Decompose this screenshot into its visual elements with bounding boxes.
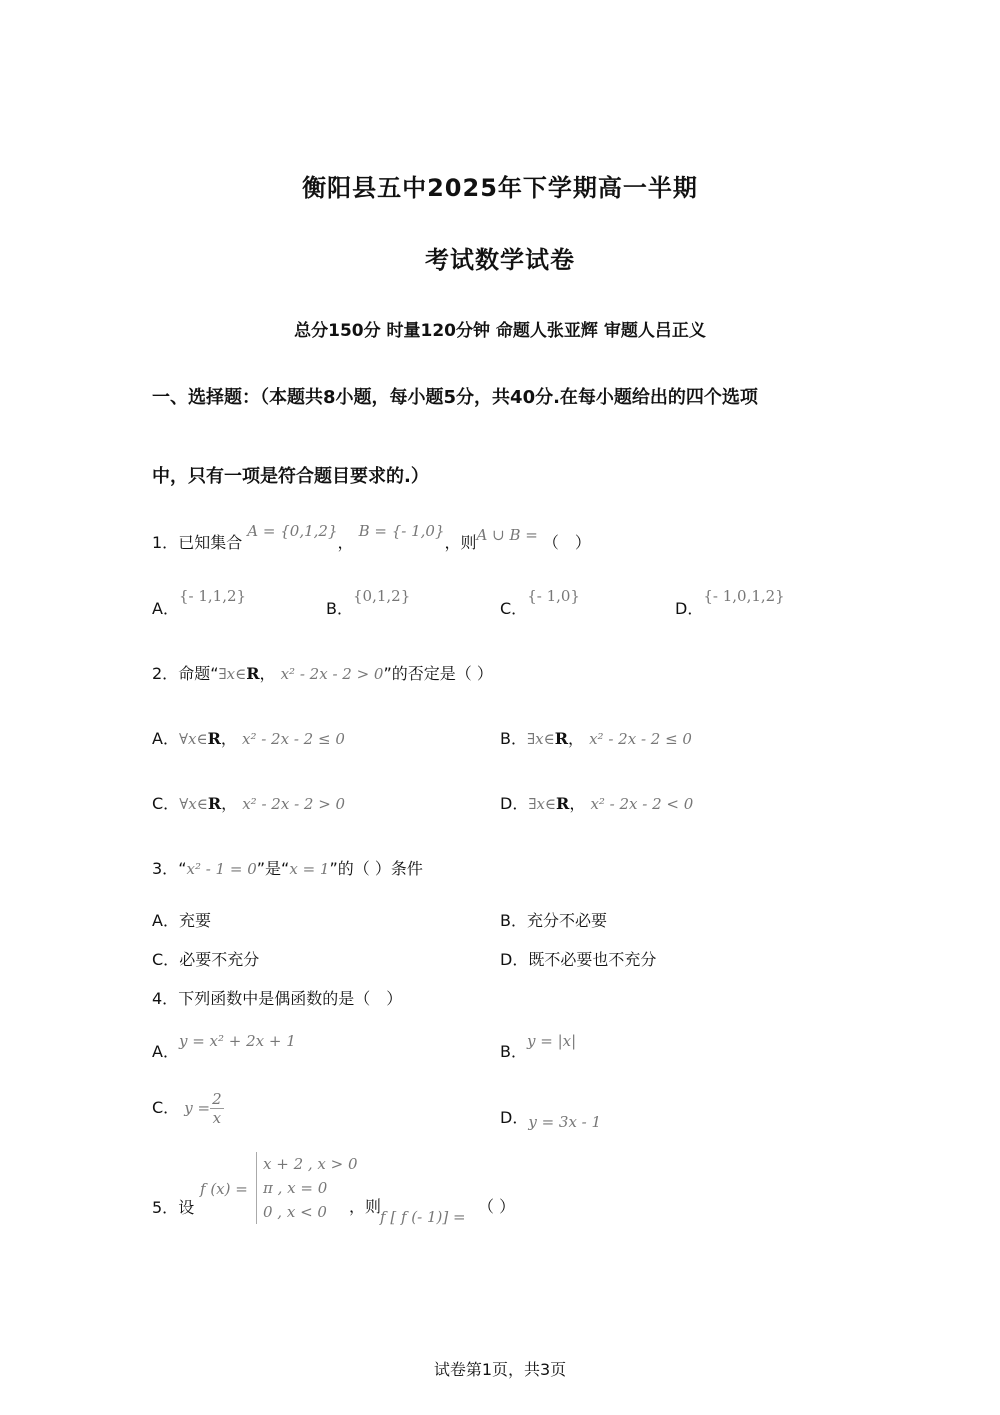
q1-set-b: B = {- 1,0}	[358, 522, 445, 540]
q2-real-set: R	[246, 664, 260, 683]
q5-case-2: π , x = 0	[263, 1179, 328, 1197]
q2-option-a-comma: ，	[220, 729, 237, 748]
question-3	[152, 856, 423, 879]
q2-option-d-expr: x² - 2x - 2 < 0	[590, 795, 694, 813]
q5-piecewise-cases	[256, 1152, 358, 1224]
q1-option-a[interactable]	[152, 587, 247, 619]
q3-text-2: ”是“	[256, 859, 290, 878]
q2-option-c-label: C．	[152, 794, 180, 813]
q1-option-d-math: {- 1,0,1,2}	[703, 587, 785, 605]
q1-option-c[interactable]	[500, 587, 580, 619]
q3-number: 3．	[152, 859, 179, 878]
q3-text-3: ”的（ ）条件	[329, 859, 423, 878]
q1-option-a-label: A．	[152, 599, 179, 618]
q4-option-a-label: A．	[152, 1042, 179, 1061]
q4-option-d[interactable]	[500, 1105, 602, 1131]
q2-option-a-r: R	[207, 729, 221, 748]
q3-option-a-label: A．	[152, 911, 179, 930]
q3-option-d[interactable]	[500, 947, 656, 970]
q2-option-d-label: D．	[500, 794, 529, 813]
q2-option-d-r: R	[556, 794, 570, 813]
question-1	[152, 522, 591, 553]
q2-option-b[interactable]	[500, 726, 692, 749]
q5-expression: f [ f (- 1)] =	[380, 1208, 466, 1226]
q1-option-d-label: D．	[675, 599, 704, 618]
q4-option-c[interactable]	[152, 1090, 224, 1127]
q1-option-b-math: {0,1,2}	[352, 587, 411, 605]
q4-option-c-numerator: 2	[212, 1090, 222, 1108]
q1-text-1: 已知集合	[178, 533, 243, 552]
q5-number: 5．	[152, 1198, 179, 1217]
q2-expression: x² - 2x - 2 > 0	[280, 665, 384, 683]
question-4	[152, 986, 402, 1009]
q2-option-b-comma: ，	[567, 729, 584, 748]
q2-option-b-quant: ∃x∈	[526, 730, 555, 748]
q4-option-c-denominator: x	[212, 1109, 222, 1127]
q5-paren: （ ）	[478, 1197, 516, 1216]
q3-expression-1: x² - 1 = 0	[186, 860, 257, 878]
q4-option-c-label: C．	[152, 1098, 180, 1117]
q5-text-2: ，则	[349, 1197, 382, 1216]
q2-option-d-comma: ，	[569, 794, 586, 813]
page-footer: 试卷第1页，共3页	[433, 1360, 567, 1379]
q4-text: 下列函数中是偶函数的是（ ）	[178, 989, 403, 1008]
q2-option-c-r: R	[207, 794, 222, 813]
q1-union: A ∪ B =	[476, 526, 538, 544]
q2-number: 2．	[152, 664, 179, 683]
q3-option-b-label: B．	[500, 911, 527, 930]
q1-paren: （ ）	[542, 533, 591, 552]
q4-option-c-lhs: y =	[184, 1099, 211, 1117]
exam-title-line2: 考试数学试卷	[425, 246, 575, 274]
q5-function-def: f (x) =	[200, 1180, 248, 1198]
q1-text-2: ，则	[444, 533, 477, 552]
q2-option-a-expr: x² - 2x - 2 ≤ 0	[241, 730, 345, 748]
q2-text-1: 命题“	[178, 664, 219, 683]
q2-option-c-quant: ∀x∈	[179, 795, 208, 813]
q2-option-d[interactable]	[500, 791, 693, 814]
q4-option-b-label: B．	[500, 1042, 527, 1061]
q5-text-1: 设	[178, 1198, 195, 1217]
q3-text-1: “	[178, 859, 187, 878]
q4-option-d-label: D．	[500, 1108, 529, 1127]
q2-option-a-label: A．	[152, 729, 179, 748]
q5-case-3: 0 , x < 0	[263, 1203, 327, 1221]
exam-title-line1: 衡阳县五中2025年下学期高一半期	[302, 174, 698, 202]
q4-number: 4．	[152, 989, 179, 1008]
q4-option-c-fraction	[210, 1090, 224, 1127]
q2-option-b-label: B．	[500, 729, 527, 748]
q3-option-b[interactable]	[500, 908, 607, 931]
q2-quantifier: ∃x∈	[218, 665, 247, 683]
q2-comma: ，	[259, 664, 276, 683]
q3-option-c-label: C．	[152, 950, 180, 969]
q4-option-a-math: y = x² + 2x + 1	[178, 1032, 296, 1050]
section1-heading-line2: 中，只有一项是符合题目要求的.）	[152, 466, 429, 487]
q2-option-c[interactable]	[152, 791, 345, 814]
q3-option-a[interactable]	[152, 908, 211, 931]
q1-option-b[interactable]	[326, 587, 411, 619]
q1-set-a: A = {0,1,2}	[247, 522, 338, 540]
q2-option-d-quant: ∃x∈	[528, 795, 557, 813]
q3-option-d-text: 既不必要也不充分	[528, 950, 657, 969]
q1-option-d[interactable]	[675, 587, 785, 619]
q2-option-b-r: R	[554, 729, 568, 748]
q2-text-2: ”的否定是（ ）	[383, 664, 493, 683]
q2-option-c-comma: ，	[221, 794, 238, 813]
q3-option-d-label: D．	[500, 950, 529, 969]
q1-number: 1．	[152, 533, 179, 552]
question-2	[152, 661, 493, 684]
q1-option-c-math: {- 1,0}	[527, 587, 580, 605]
q2-option-a[interactable]	[152, 726, 345, 749]
q2-option-b-expr: x² - 2x - 2 ≤ 0	[589, 730, 692, 748]
q1-comma: ，	[337, 533, 354, 552]
q4-option-d-math: y = 3x - 1	[528, 1113, 602, 1131]
q3-option-c[interactable]	[152, 947, 259, 970]
q4-option-b-math: y = |x|	[526, 1032, 577, 1050]
q4-option-a[interactable]	[152, 1032, 296, 1062]
q2-option-a-quant: ∀x∈	[178, 730, 208, 748]
exam-info: 总分150分 时量120分钟 命题人张亚辉 审题人吕正义	[294, 321, 706, 341]
q1-option-c-label: C．	[500, 599, 528, 618]
q3-option-a-text: 充要	[178, 911, 211, 930]
q3-expression-2: x = 1	[289, 860, 330, 878]
q1-option-b-label: B．	[326, 599, 353, 618]
q5-case-1: x + 2 , x > 0	[263, 1155, 358, 1173]
question-5-label	[152, 1195, 194, 1218]
q2-option-c-expr: x² - 2x - 2 > 0	[242, 795, 346, 813]
section1-heading-line1: 一、选择题：（本题共8小题，每小题5分，共40分.在每小题给出的四个选项	[152, 387, 758, 408]
q4-option-b[interactable]	[500, 1032, 577, 1062]
q1-option-a-math: {- 1,1,2}	[178, 587, 247, 605]
q3-option-c-text: 必要不充分	[179, 950, 260, 969]
q3-option-b-text: 充分不必要	[526, 911, 607, 930]
